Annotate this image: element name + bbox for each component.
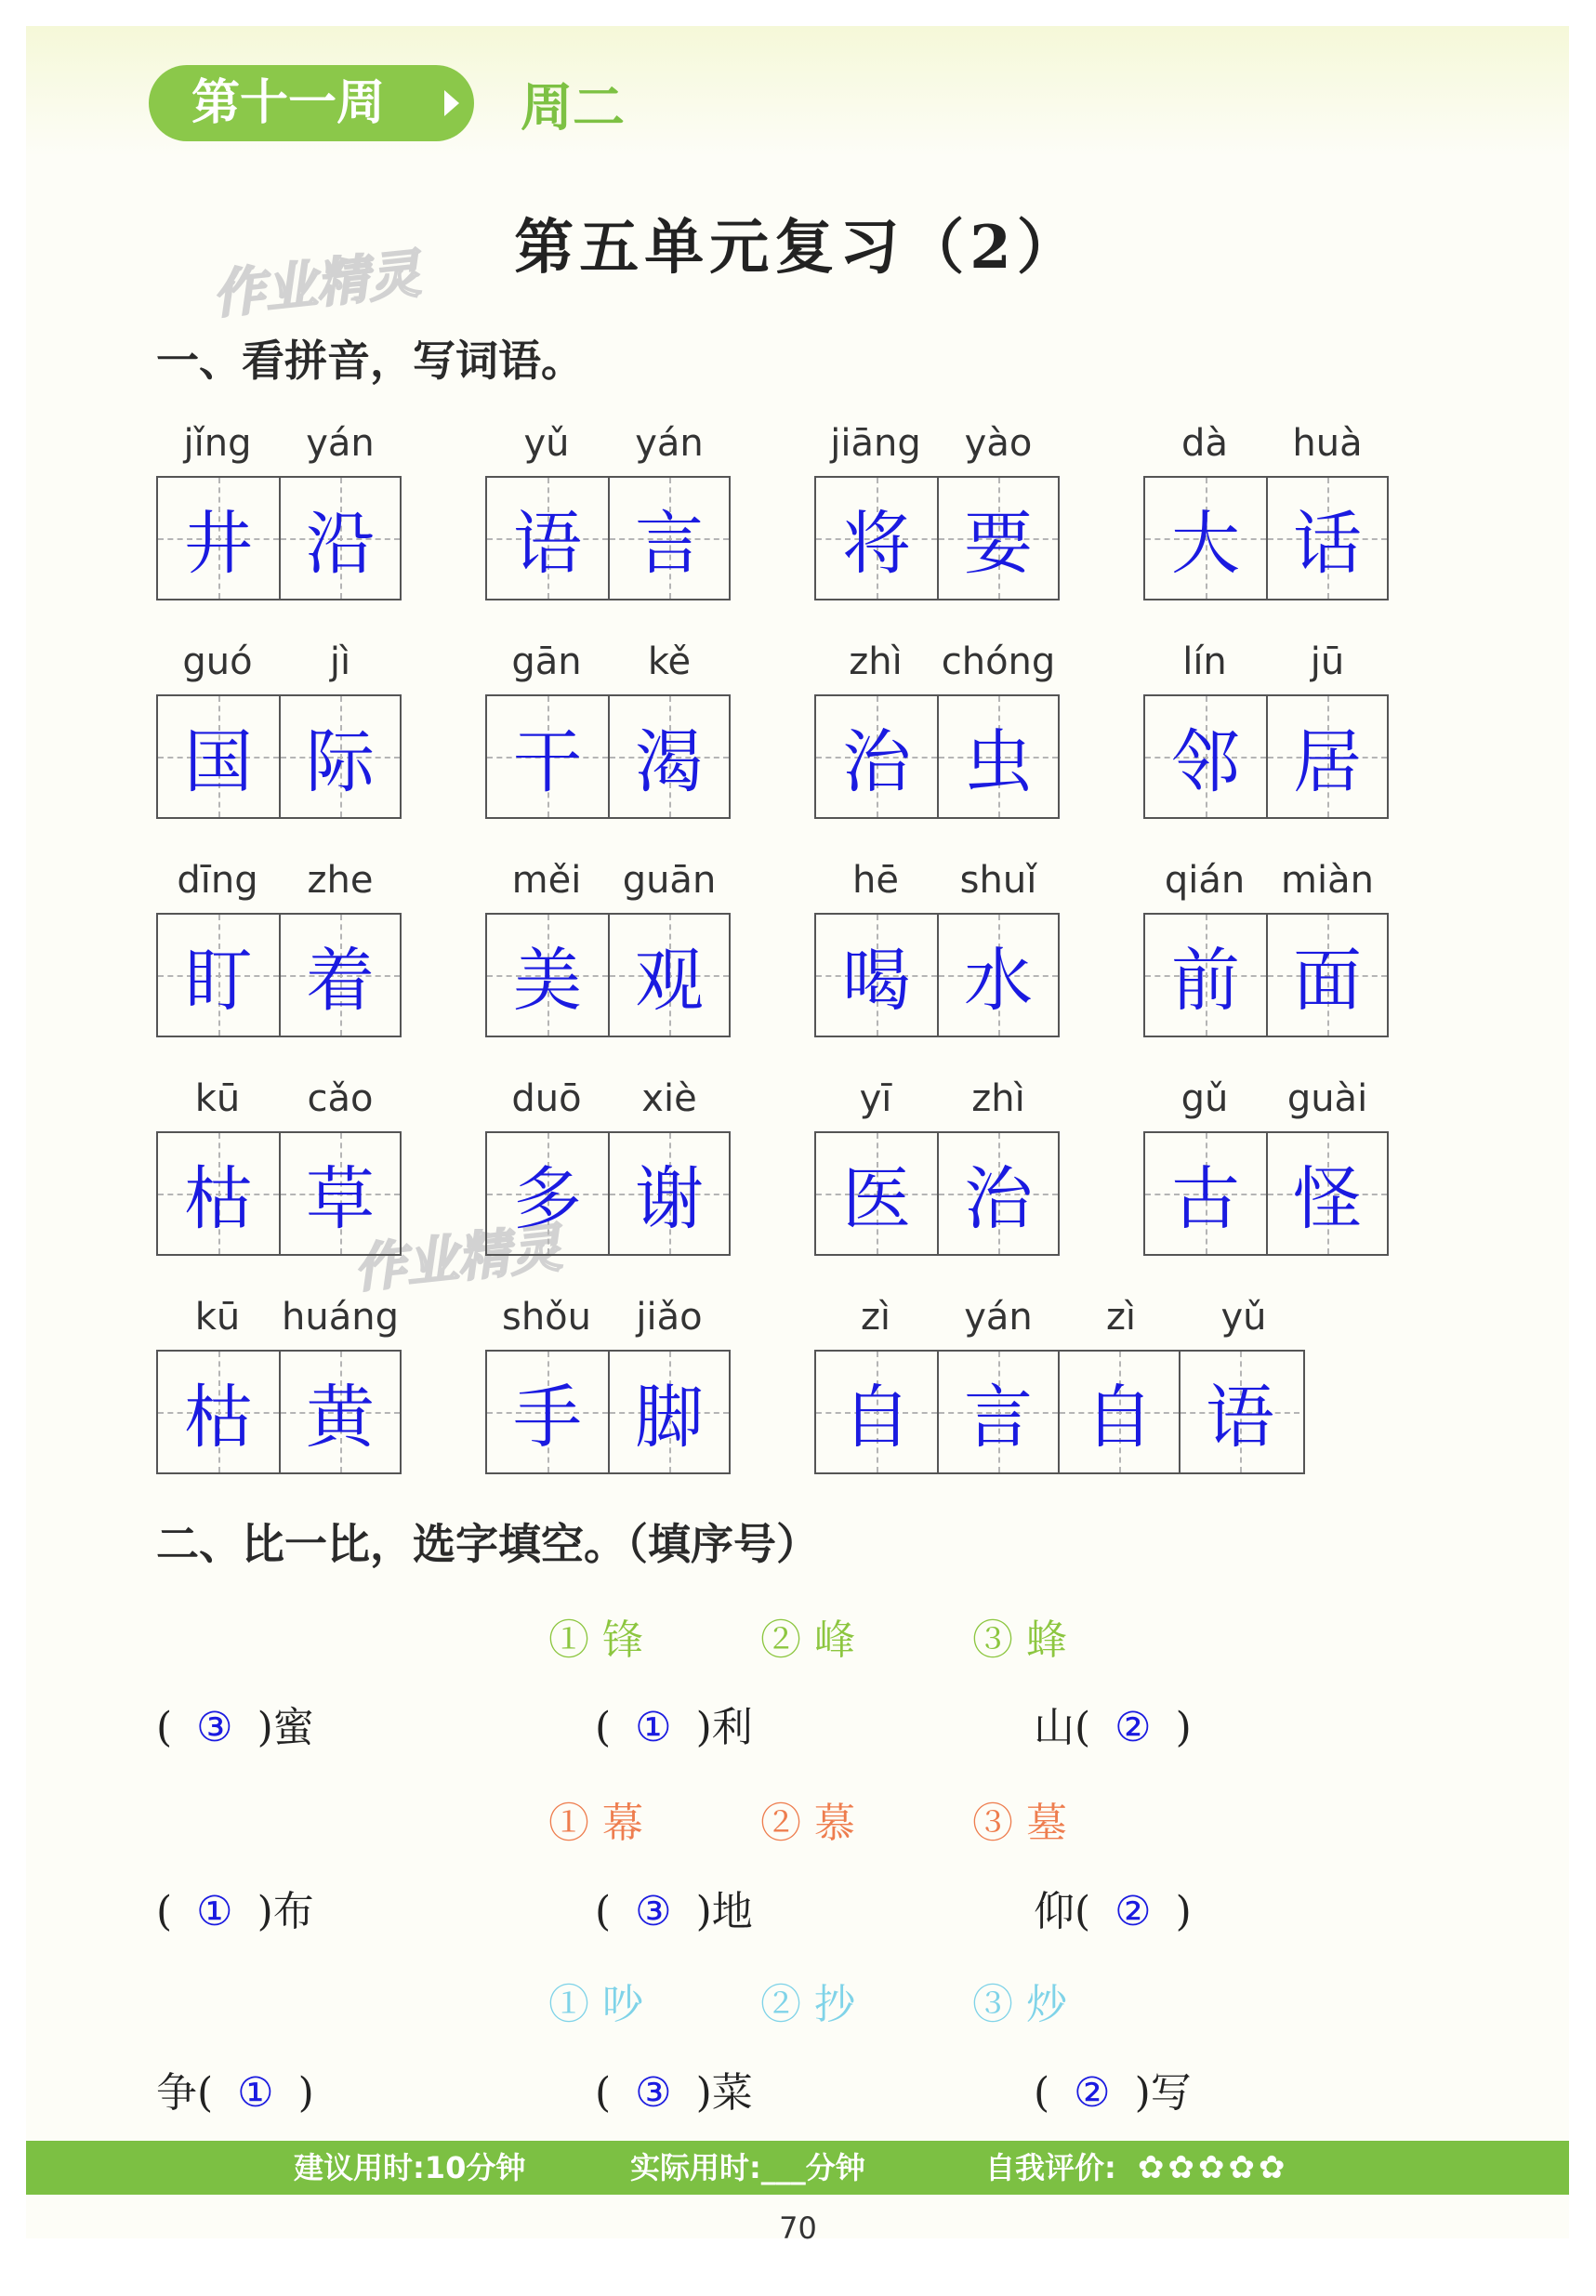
char-cell xyxy=(816,696,937,817)
pinyin-syllable: miàn xyxy=(1281,859,1374,902)
char-cell xyxy=(816,915,937,1036)
tian-grid xyxy=(485,476,731,600)
option-row xyxy=(548,1789,1184,1849)
pinyin-row xyxy=(814,1290,1305,1344)
week-badge xyxy=(149,65,474,141)
pinyin-syllable: yī xyxy=(859,1077,892,1120)
pinyin-row xyxy=(485,1290,731,1344)
answer-char: 着 xyxy=(306,941,375,1021)
char-cell xyxy=(608,696,729,817)
suggested-time: 建议用时:10分钟 xyxy=(294,2150,526,2185)
blank-answer: ③ xyxy=(635,1888,672,1935)
pinyin-row xyxy=(814,416,1060,470)
blank-answer: ③ xyxy=(635,2069,672,2117)
pinyin-row xyxy=(485,416,731,470)
blank-answer: ② xyxy=(1115,1888,1152,1935)
fill-blank xyxy=(1034,2059,1192,2118)
tian-grid xyxy=(485,1350,731,1474)
answer-char: 际 xyxy=(306,722,375,802)
pinyin-syllable: huáng xyxy=(282,1296,399,1339)
pinyin-row xyxy=(814,1072,1060,1126)
tian-grid xyxy=(485,1131,731,1256)
word-box xyxy=(1143,853,1389,1037)
char-cell xyxy=(158,1133,279,1254)
week-label: 第十一周 xyxy=(191,75,386,131)
word-box xyxy=(814,1290,1305,1474)
pinyin-syllable: yán xyxy=(306,422,375,465)
answer-char: 黄 xyxy=(306,1378,375,1458)
tian-grid xyxy=(1143,1131,1389,1256)
answer-char: 观 xyxy=(635,941,704,1021)
pinyin-syllable: jū xyxy=(1310,640,1345,683)
pinyin-row xyxy=(156,635,402,689)
blank-prefix: ( xyxy=(595,1704,612,1751)
char-cell xyxy=(1266,915,1387,1036)
answer-char: 自 xyxy=(1085,1378,1154,1458)
pinyin-syllable: dà xyxy=(1181,422,1228,465)
char-cell xyxy=(937,478,1058,599)
answer-char: 大 xyxy=(1171,504,1240,584)
section1-heading: 一、看拼音，写词语。 xyxy=(156,336,584,386)
tian-grid xyxy=(156,476,402,600)
answer-char: 谢 xyxy=(635,1159,704,1239)
section2-heading: 二、比一比，选字填空。（填序号） xyxy=(156,1519,819,1569)
answer-char: 水 xyxy=(964,941,1033,1021)
answer-char: 自 xyxy=(842,1378,911,1458)
answer-char: 医 xyxy=(842,1159,911,1239)
word-box xyxy=(1143,416,1389,600)
blank-suffix: )菜 xyxy=(695,2069,753,2117)
option-char: ② 慕 xyxy=(760,1800,855,1847)
pinyin-syllable: huà xyxy=(1292,422,1363,465)
pinyin-syllable: kě xyxy=(647,640,692,683)
word-box xyxy=(156,853,402,1037)
pinyin-syllable: cǎo xyxy=(307,1077,374,1120)
pinyin-row xyxy=(1143,416,1389,470)
pinyin-syllable: yán xyxy=(635,422,704,465)
blank-answer: ① xyxy=(237,2069,274,2117)
char-cell xyxy=(1058,1352,1179,1472)
char-cell xyxy=(937,696,1058,817)
pinyin-row xyxy=(1143,853,1389,907)
answer-char: 虫 xyxy=(964,722,1033,802)
blank-suffix: )蜜 xyxy=(257,1704,314,1751)
char-cell xyxy=(279,478,400,599)
blank-prefix: ( xyxy=(1034,2069,1050,2117)
answer-char: 治 xyxy=(842,722,911,802)
char-cell xyxy=(279,1352,400,1472)
fill-blank xyxy=(595,1878,753,1937)
char-cell xyxy=(816,1133,937,1254)
tian-grid xyxy=(156,913,402,1037)
word-box xyxy=(485,635,731,819)
pinyin-syllable: jiāng xyxy=(830,422,921,465)
pinyin-syllable: qián xyxy=(1164,859,1246,902)
blank-prefix: ( xyxy=(595,2069,612,2117)
blank-suffix: )地 xyxy=(695,1888,753,1935)
blank-prefix: 仰( xyxy=(1034,1888,1091,1935)
self-evaluation-label: 自我评价: xyxy=(985,2150,1116,2185)
option-char: ③ 蜂 xyxy=(972,1616,1067,1664)
answer-char: 盯 xyxy=(184,941,253,1021)
char-cell xyxy=(1266,478,1387,599)
pinyin-syllable: guài xyxy=(1286,1077,1368,1120)
option-char: ① 锋 xyxy=(548,1616,643,1664)
pinyin-syllable: jì xyxy=(329,640,351,683)
word-box xyxy=(814,416,1060,600)
answer-char: 言 xyxy=(635,504,704,584)
char-cell xyxy=(816,478,937,599)
answer-char: 语 xyxy=(513,504,582,584)
pinyin-syllable: xiè xyxy=(641,1077,697,1120)
fill-blank xyxy=(595,2059,753,2118)
char-cell xyxy=(487,915,608,1036)
tian-grid xyxy=(1143,476,1389,600)
answer-char: 渴 xyxy=(635,722,704,802)
pinyin-syllable: zì xyxy=(860,1296,891,1339)
answer-char: 将 xyxy=(842,504,911,584)
word-box xyxy=(1143,1072,1389,1256)
fill-blank xyxy=(156,2059,314,2118)
tian-grid xyxy=(1143,913,1389,1037)
actual-time: 实际用时:___分钟 xyxy=(630,2150,865,2185)
word-box xyxy=(156,416,402,600)
char-cell xyxy=(1145,696,1266,817)
tian-grid xyxy=(156,1131,402,1256)
char-cell xyxy=(158,696,279,817)
pinyin-syllable: shǒu xyxy=(501,1296,591,1339)
char-cell xyxy=(158,1352,279,1472)
char-cell xyxy=(158,915,279,1036)
pinyin-syllable: měi xyxy=(511,859,582,902)
answer-char: 古 xyxy=(1171,1159,1240,1239)
pinyin-syllable: lín xyxy=(1182,640,1227,683)
option-char: ② 峰 xyxy=(760,1616,855,1664)
blank-answer: ② xyxy=(1115,1704,1152,1751)
char-cell xyxy=(608,915,729,1036)
pinyin-syllable: guān xyxy=(622,859,717,902)
blank-prefix: 山( xyxy=(1034,1704,1091,1751)
pinyin-syllable: yǔ xyxy=(1220,1296,1267,1339)
char-cell xyxy=(608,1352,729,1472)
option-char: ② 抄 xyxy=(760,1981,855,2028)
blank-answer: ③ xyxy=(196,1704,233,1751)
blank-suffix: ) xyxy=(297,2069,314,2117)
blank-suffix: )利 xyxy=(695,1704,753,1751)
answer-char: 枯 xyxy=(184,1159,253,1239)
answer-char: 枯 xyxy=(184,1378,253,1458)
pinyin-syllable: jǐng xyxy=(183,422,252,465)
answer-char: 话 xyxy=(1293,504,1362,584)
answer-char: 喝 xyxy=(842,941,911,1021)
answer-char: 语 xyxy=(1206,1378,1274,1458)
day-label: 周二 xyxy=(521,78,625,139)
word-box xyxy=(485,416,731,600)
char-cell xyxy=(608,478,729,599)
pinyin-syllable: kū xyxy=(194,1296,241,1339)
tian-grid xyxy=(814,913,1060,1037)
char-cell xyxy=(487,1352,608,1472)
fill-blank xyxy=(595,1694,753,1753)
tian-grid xyxy=(814,476,1060,600)
option-char: ① 吵 xyxy=(548,1981,643,2028)
answer-char: 国 xyxy=(184,722,253,802)
char-cell xyxy=(279,1133,400,1254)
blank-answer: ① xyxy=(635,1704,672,1751)
tian-grid xyxy=(485,694,731,819)
answer-char: 美 xyxy=(513,941,582,1021)
answer-char: 干 xyxy=(513,722,582,802)
word-box xyxy=(814,1072,1060,1256)
pinyin-syllable: hē xyxy=(852,859,899,902)
blank-prefix: ( xyxy=(156,1704,173,1751)
word-box xyxy=(485,853,731,1037)
answer-char: 治 xyxy=(964,1159,1033,1239)
char-cell xyxy=(1266,1133,1387,1254)
pinyin-row xyxy=(485,853,731,907)
tian-grid xyxy=(485,913,731,1037)
char-cell xyxy=(1179,1352,1299,1472)
blank-prefix: ( xyxy=(595,1888,612,1935)
pinyin-syllable: gān xyxy=(511,640,582,683)
tian-grid xyxy=(156,694,402,819)
fill-blank xyxy=(1034,1878,1192,1937)
word-box xyxy=(485,1072,731,1256)
char-cell xyxy=(158,478,279,599)
char-cell xyxy=(279,696,400,817)
pinyin-syllable: shuǐ xyxy=(959,859,1037,902)
char-cell xyxy=(279,915,400,1036)
footer-bar xyxy=(26,2141,1569,2195)
pinyin-row xyxy=(1143,1072,1389,1126)
pinyin-syllable: yào xyxy=(964,422,1033,465)
pinyin-syllable: duō xyxy=(511,1077,582,1120)
blank-answer: ② xyxy=(1074,2069,1111,2117)
char-cell xyxy=(816,1352,937,1472)
page-title: 第五单元复习（2） xyxy=(514,213,1082,283)
word-box xyxy=(485,1290,731,1474)
pinyin-syllable: zhe xyxy=(307,859,374,902)
answer-char: 要 xyxy=(964,504,1033,584)
fill-blank xyxy=(156,1694,314,1753)
watermark-logo: 作业精灵 xyxy=(209,244,424,326)
blank-suffix: ) xyxy=(1175,1888,1192,1935)
blank-suffix: ) xyxy=(1175,1704,1192,1751)
pinyin-row xyxy=(156,1072,402,1126)
tian-grid xyxy=(814,1350,1305,1474)
answer-char: 脚 xyxy=(635,1378,704,1458)
word-box xyxy=(156,635,402,819)
pinyin-row xyxy=(156,1290,402,1344)
word-box xyxy=(156,1072,402,1256)
option-char: ① 幕 xyxy=(548,1800,643,1847)
pinyin-syllable: zì xyxy=(1105,1296,1137,1339)
char-cell xyxy=(937,1133,1058,1254)
blank-prefix: 争( xyxy=(156,2069,214,2117)
char-cell xyxy=(1145,478,1266,599)
fill-blank xyxy=(156,1878,314,1937)
pinyin-syllable: zhì xyxy=(849,640,903,683)
tian-grid xyxy=(814,1131,1060,1256)
pinyin-syllable: guó xyxy=(182,640,253,683)
char-cell xyxy=(937,915,1058,1036)
answer-char: 前 xyxy=(1171,941,1240,1021)
pinyin-row xyxy=(156,416,402,470)
pinyin-row xyxy=(814,853,1060,907)
pinyin-syllable: jiǎo xyxy=(636,1296,703,1339)
char-cell xyxy=(608,1133,729,1254)
pinyin-row xyxy=(485,635,731,689)
pinyin-syllable: gǔ xyxy=(1181,1077,1229,1120)
answer-char: 手 xyxy=(513,1378,582,1458)
watermark-logo: 作业精灵 xyxy=(350,1218,565,1300)
option-row xyxy=(548,1606,1184,1666)
pinyin-syllable: kū xyxy=(194,1077,241,1120)
fill-blank xyxy=(1034,1694,1192,1753)
pinyin-row xyxy=(1143,635,1389,689)
pinyin-syllable: zhì xyxy=(971,1077,1025,1120)
word-box xyxy=(1143,635,1389,819)
tian-grid xyxy=(1143,694,1389,819)
char-cell xyxy=(1145,915,1266,1036)
word-box xyxy=(814,853,1060,1037)
blank-suffix: )写 xyxy=(1134,2069,1192,2117)
rating-stars-icon: ✿✿✿✿✿ xyxy=(1138,2149,1289,2186)
answer-char: 沿 xyxy=(306,504,375,584)
pinyin-row xyxy=(156,853,402,907)
blank-answer: ① xyxy=(196,1888,233,1935)
answer-char: 怪 xyxy=(1293,1159,1362,1239)
tian-grid xyxy=(814,694,1060,819)
pinyin-syllable: chóng xyxy=(941,640,1056,683)
blank-prefix: ( xyxy=(156,1888,173,1935)
pinyin-syllable: dīng xyxy=(177,859,258,902)
answer-char: 言 xyxy=(964,1378,1033,1458)
word-box xyxy=(814,635,1060,819)
page-number: 70 xyxy=(779,2210,817,2246)
answer-char: 井 xyxy=(184,504,253,584)
pinyin-syllable: yán xyxy=(964,1296,1033,1339)
answer-char: 草 xyxy=(306,1159,375,1239)
arrow-right-icon xyxy=(444,90,459,116)
pinyin-row xyxy=(485,1072,731,1126)
char-cell xyxy=(487,478,608,599)
char-cell xyxy=(1266,696,1387,817)
option-char: ③ 炒 xyxy=(972,1981,1067,2028)
option-char: ③ 墓 xyxy=(972,1800,1067,1847)
char-cell xyxy=(487,696,608,817)
char-cell xyxy=(487,1133,608,1254)
answer-char: 居 xyxy=(1293,722,1362,802)
answer-char: 邻 xyxy=(1171,722,1240,802)
answer-char: 多 xyxy=(513,1159,582,1239)
char-cell xyxy=(1145,1133,1266,1254)
answer-char: 面 xyxy=(1293,941,1362,1021)
pinyin-syllable: yǔ xyxy=(523,422,570,465)
word-box xyxy=(156,1290,402,1474)
char-cell xyxy=(937,1352,1058,1472)
option-row xyxy=(548,1971,1184,2030)
tian-grid xyxy=(156,1350,402,1474)
blank-suffix: )布 xyxy=(257,1888,314,1935)
pinyin-row xyxy=(814,635,1060,689)
